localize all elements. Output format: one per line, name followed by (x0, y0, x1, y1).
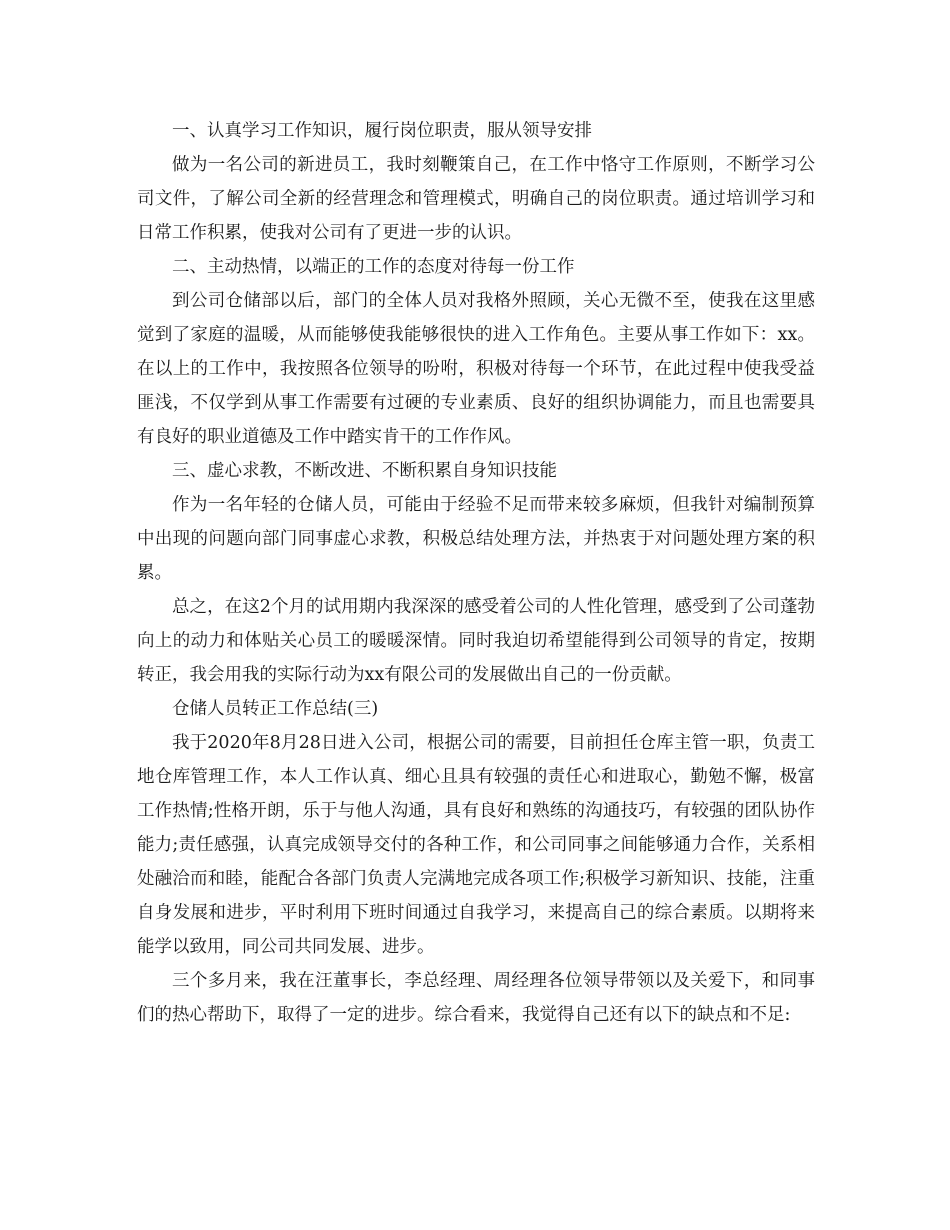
paragraph: 作为一名年轻的仓储人员，可能由于经验不足而带来较多麻烦，但我针对编制预算中出现的问题向部门同事虚心求教，积极总结处理方法，并热衷于对问题处理方案的积累。 (137, 495, 815, 583)
paragraph: 总之，在这2个月的试用期内我深深的感受着公司的人性化管理，感受到了公司蓬勃向上的动力和体贴关心员工的暖暖深情。同时我迫切希望能得到公司领导的肯定，按期转正，我会用我的实际行动为xx有限公司的发展做出自己的一份贡献。 (137, 597, 815, 685)
paragraph: 三个多月来，我在汪董事长，李总经理、周经理各位领导带领以及关爱下，和同事们的热心帮助下，取得了一定的进步。综合看来，我觉得自己还有以下的缺点和不足: (137, 971, 815, 1025)
paragraph: 我于2020年8月28日进入公司，根据公司的需要，目前担任仓库主管一职，负责工地仓库管理工作，本人工作认真、细心且具有较强的责任心和进取心，勤勉不懈，极富工作热情;性格开朗，乐于与他人沟通，具有良好和熟练的沟通技巧，有较强的团队协作能力;责任感强，认真完成领导交付的各种工作，和公司同事之间能够通力合作，关系相处融洽而和睦，能配合各部门负责人完满地完成各项工作;积极学习新知识、技能，注重自身发展和进步，平时利用下班时间通过自我学习，来提高自己的综合素质。以期将来能学以致用，同公司共同发展、进步。 (137, 733, 815, 957)
paragraph: 到公司仓储部以后，部门的全体人员对我格外照顾，关心无微不至，使我在这里感觉到了家庭的温暖，从而能够使我能够很快的进入工作角色。主要从事工作如下：xx。在以上的工作中，我按照各位领导的吩咐，积极对待每一个环节，在此过程中使我受益匪浅，不仅学到从事工作需要有过硬的专业素质、良好的组织协调能力，而且也需要具有良好的职业道德及工作中踏实肯干的工作作风。 (137, 291, 815, 447)
document-body (137, 114, 815, 1032)
section-heading-2: 二、主动热情，以端正的工作的态度对待每一份工作 (172, 257, 575, 277)
section-heading-3: 三、虚心求教，不断改进、不断积累自身知识技能 (172, 461, 557, 481)
paragraph: 做为一名公司的新进员工，我时刻鞭策自己，在工作中恪守工作原则，不断学习公司文件，了解公司全新的经营理念和管理模式，明确自己的岗位职责。通过培训学习和日常工作积累，使我对公司有了更进一步的认识。 (137, 155, 815, 243)
section-heading-1: 一、认真学习工作知识，履行岗位职责，服从领导安排 (172, 121, 592, 141)
document-title: 仓储人员转正工作总结(三) (172, 699, 379, 719)
